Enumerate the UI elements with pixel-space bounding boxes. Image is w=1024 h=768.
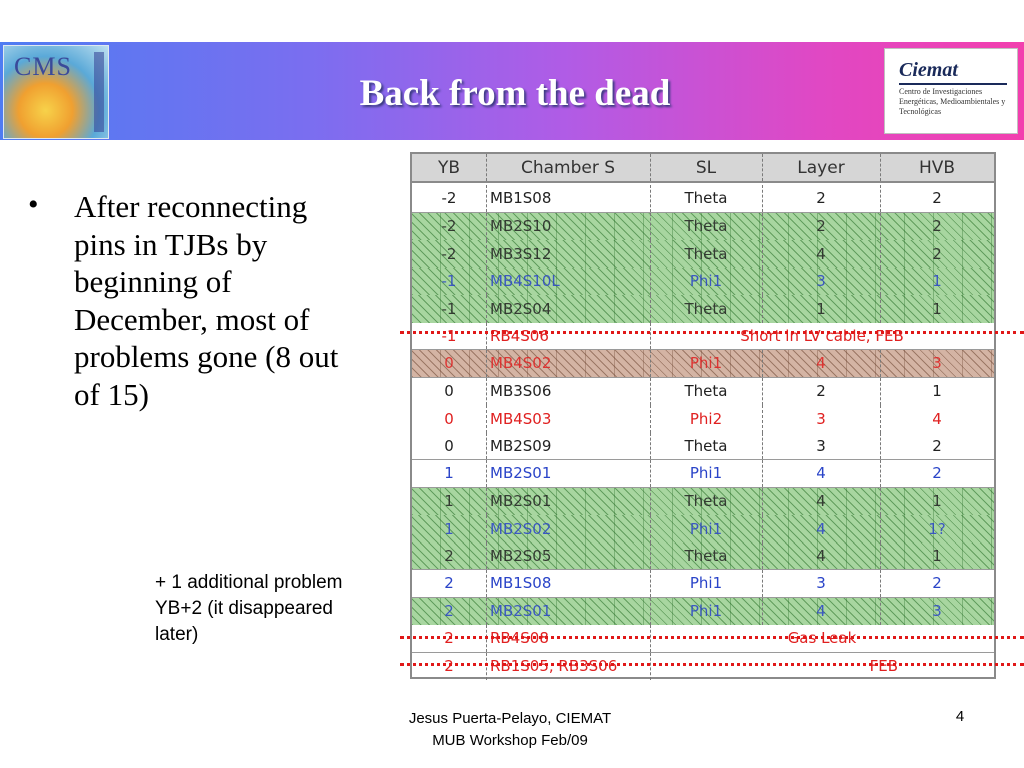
column-divider [650, 433, 651, 460]
column-divider [880, 460, 881, 487]
cell-sl: Phi2 [689, 409, 723, 428]
cell-layer: 3 [816, 436, 826, 455]
column-divider [650, 598, 651, 626]
cell-sl: Theta [684, 382, 728, 401]
column-divider [650, 405, 651, 433]
column-divider [650, 213, 651, 241]
cell-sl: Phi1 [689, 574, 723, 593]
column-divider [880, 185, 881, 212]
column-divider [486, 488, 487, 516]
cell-layer: 3 [816, 272, 826, 291]
cell-sl: Phi1 [689, 519, 723, 538]
ciemat-logo-subtitle: Centro de Investigaciones Energéticas, Medioambientales y Tecnológicas [899, 87, 1006, 116]
column-divider [880, 268, 881, 296]
cell-hvb: 2 [932, 464, 942, 483]
column-divider [880, 433, 881, 460]
cell-yb: 1 [444, 492, 454, 511]
cell-hvb: 3 [932, 602, 942, 621]
cell-problem-description: Short in LV cable, FEB [740, 326, 904, 345]
table-row [412, 323, 994, 351]
header-sl: SL [695, 157, 717, 178]
column-divider [486, 295, 487, 323]
table-row [412, 598, 994, 626]
column-divider [650, 268, 651, 296]
column-divider [762, 268, 763, 296]
table-row [412, 240, 994, 268]
footer-author: Jesus Puerta-Pelayo, CIEMAT [408, 710, 612, 727]
cell-yb: 0 [444, 354, 454, 373]
column-divider [880, 350, 881, 377]
red-dotted-marker-rb1s05 [400, 663, 1024, 666]
column-divider [486, 515, 487, 543]
cell-hvb: 3 [932, 354, 942, 373]
cell-sl: Theta [684, 244, 728, 263]
table-row [412, 543, 994, 571]
cell-layer: 4 [816, 354, 826, 373]
cell-chamber: MB2S02 [490, 519, 552, 538]
column-divider [762, 543, 763, 570]
column-divider [650, 185, 651, 212]
cell-hvb: 1 [932, 272, 942, 291]
column-divider [880, 488, 881, 516]
ciemat-logo-text: Ciemat [899, 59, 958, 81]
header-divider [486, 154, 487, 181]
cell-yb: -2 [441, 217, 457, 236]
header-chamber: Chamber S [520, 157, 616, 178]
column-divider [880, 570, 881, 597]
column-divider [762, 295, 763, 323]
cell-layer: 1 [816, 299, 826, 318]
cell-yb: -1 [441, 326, 457, 345]
cell-hvb: 1? [928, 519, 946, 538]
cell-hvb: 2 [932, 189, 942, 208]
cell-chamber: MB2S09 [490, 436, 552, 455]
cell-sl: Phi1 [689, 464, 723, 483]
cell-problem-description: FEB [869, 657, 898, 676]
cell-sl: Phi1 [689, 272, 723, 291]
cell-layer: 2 [816, 189, 826, 208]
cell-yb: -1 [441, 272, 457, 291]
column-divider [486, 185, 487, 212]
cell-yb: 0 [444, 436, 454, 455]
header-divider [880, 154, 881, 181]
column-divider [762, 488, 763, 516]
cell-yb: 2 [444, 546, 454, 565]
table-row [412, 570, 994, 598]
column-divider [650, 350, 651, 377]
column-divider [486, 543, 487, 570]
cell-hvb: 1 [932, 299, 942, 318]
cell-chamber: MB4S10L [490, 272, 560, 291]
table-row [412, 515, 994, 543]
column-divider [650, 570, 651, 597]
header-layer: Layer [797, 157, 845, 178]
cell-layer: 3 [816, 409, 826, 428]
column-divider [762, 405, 763, 433]
cell-sl: Theta [684, 492, 728, 511]
cell-layer: 4 [816, 492, 826, 511]
cell-yb: 0 [444, 382, 454, 401]
column-divider [486, 240, 487, 268]
cell-yb: 2 [444, 574, 454, 593]
cell-hvb: 2 [932, 574, 942, 593]
column-divider [486, 405, 487, 433]
cell-chamber: MB2S04 [490, 299, 552, 318]
column-divider [650, 295, 651, 323]
cell-yb: -2 [441, 244, 457, 263]
column-divider [762, 350, 763, 377]
cell-sl: Theta [684, 189, 728, 208]
column-divider [650, 543, 651, 570]
cell-yb: 2 [444, 657, 454, 676]
cell-chamber: MB1S08 [490, 189, 552, 208]
additional-problem-note: + 1 additional problem YB+2 (it disappeared later) [155, 572, 343, 645]
cell-layer: 4 [816, 519, 826, 538]
table-row [412, 213, 994, 241]
column-divider [762, 240, 763, 268]
cell-chamber: MB2S01 [490, 464, 552, 483]
cms-logo [3, 45, 109, 139]
cms-logo-side-strip [94, 52, 104, 132]
column-divider [762, 598, 763, 626]
column-divider [880, 598, 881, 626]
cell-chamber: RB4S06 [490, 326, 549, 345]
cell-layer: 2 [816, 382, 826, 401]
cell-sl: Phi1 [689, 354, 723, 373]
cell-sl: Theta [684, 436, 728, 455]
cell-yb: 1 [444, 519, 454, 538]
cell-chamber: MB1S08 [490, 574, 552, 593]
column-divider [880, 295, 881, 323]
table-row [412, 488, 994, 516]
cell-layer: 2 [816, 217, 826, 236]
ciemat-logo-rule [899, 83, 1007, 85]
column-divider [762, 515, 763, 543]
table-row [412, 185, 994, 213]
cell-sl: Theta [684, 217, 728, 236]
cell-sl: Theta [684, 299, 728, 318]
cell-chamber: MB2S10 [490, 217, 552, 236]
table-row [412, 653, 994, 681]
cell-layer: 3 [816, 574, 826, 593]
table-row [412, 268, 994, 296]
header-divider [762, 154, 763, 181]
slide-title: Back from the dead [359, 73, 671, 114]
table-header-row [412, 154, 994, 183]
cell-hvb: 1 [932, 382, 942, 401]
cell-chamber: RB4S08 [490, 629, 549, 648]
column-divider [650, 323, 651, 350]
header-yb: YB [437, 157, 461, 178]
cell-sl: Phi1 [689, 602, 723, 621]
red-dotted-marker-rb4s06 [400, 331, 1024, 334]
cell-hvb: 1 [932, 492, 942, 511]
header-hvb: HVB [918, 157, 956, 178]
cell-layer: 4 [816, 546, 826, 565]
column-divider [880, 240, 881, 268]
column-divider [762, 460, 763, 487]
ciemat-logo [884, 48, 1018, 134]
column-divider [486, 598, 487, 626]
cell-yb: -2 [441, 189, 457, 208]
cell-yb: 2 [444, 602, 454, 621]
cell-hvb: 1 [932, 546, 942, 565]
cell-chamber: MB2S01 [490, 492, 552, 511]
cell-yb: 1 [444, 464, 454, 483]
table-row [412, 460, 994, 488]
cell-hvb: 2 [932, 217, 942, 236]
cell-layer: 4 [816, 244, 826, 263]
table-row [412, 350, 994, 378]
column-divider [650, 488, 651, 516]
column-divider [650, 515, 651, 543]
column-divider [762, 185, 763, 212]
column-divider [880, 543, 881, 570]
column-divider [486, 460, 487, 487]
cell-chamber: MB2S01 [490, 602, 552, 621]
cell-chamber: RB1S05, RB3S06 [490, 657, 618, 676]
cell-yb: 2 [444, 629, 454, 648]
cell-hvb: 2 [932, 244, 942, 263]
column-divider [486, 323, 487, 350]
column-divider [762, 378, 763, 406]
column-divider [486, 433, 487, 460]
cell-problem-description: Gas Leak [787, 629, 857, 648]
table-row [412, 433, 994, 461]
header-divider [650, 154, 651, 181]
cell-chamber: MB3S06 [490, 382, 552, 401]
column-divider [650, 378, 651, 406]
column-divider [650, 240, 651, 268]
cell-sl: Theta [684, 546, 728, 565]
chamber-problems-table [410, 152, 996, 679]
column-divider [762, 570, 763, 597]
cell-chamber: MB2S05 [490, 546, 552, 565]
bullet-dot-icon: • [28, 188, 39, 221]
red-dotted-marker-rb4s08 [400, 636, 1024, 639]
column-divider [486, 350, 487, 377]
cell-layer: 4 [816, 602, 826, 621]
cms-logo-text: CMS [14, 52, 72, 81]
table-row [412, 378, 994, 406]
cell-yb: -1 [441, 299, 457, 318]
column-divider [650, 460, 651, 487]
cell-yb: 0 [444, 409, 454, 428]
cell-hvb: 2 [932, 436, 942, 455]
column-divider [650, 653, 651, 681]
footer [360, 708, 660, 752]
column-divider [762, 433, 763, 460]
column-divider [486, 213, 487, 241]
cell-chamber: MB3S12 [490, 244, 552, 263]
footer-event: MUB Workshop Feb/09 [432, 732, 588, 749]
column-divider [486, 570, 487, 597]
page-number: 4 [955, 708, 965, 725]
bullet-text: After reconnecting pins in TJBs by beginning of December, most of problems gone (8 out of 15) [74, 189, 339, 412]
column-divider [486, 268, 487, 296]
cell-layer: 4 [816, 464, 826, 483]
column-divider [762, 213, 763, 241]
table-row [412, 295, 994, 323]
cell-chamber: MB4S03 [490, 409, 552, 428]
column-divider [880, 213, 881, 241]
column-divider [486, 653, 487, 681]
table-row [412, 405, 994, 433]
cell-chamber: MB4S02 [490, 354, 552, 373]
column-divider [880, 405, 881, 433]
cell-hvb: 4 [932, 409, 942, 428]
column-divider [486, 378, 487, 406]
column-divider [880, 515, 881, 543]
column-divider [880, 378, 881, 406]
